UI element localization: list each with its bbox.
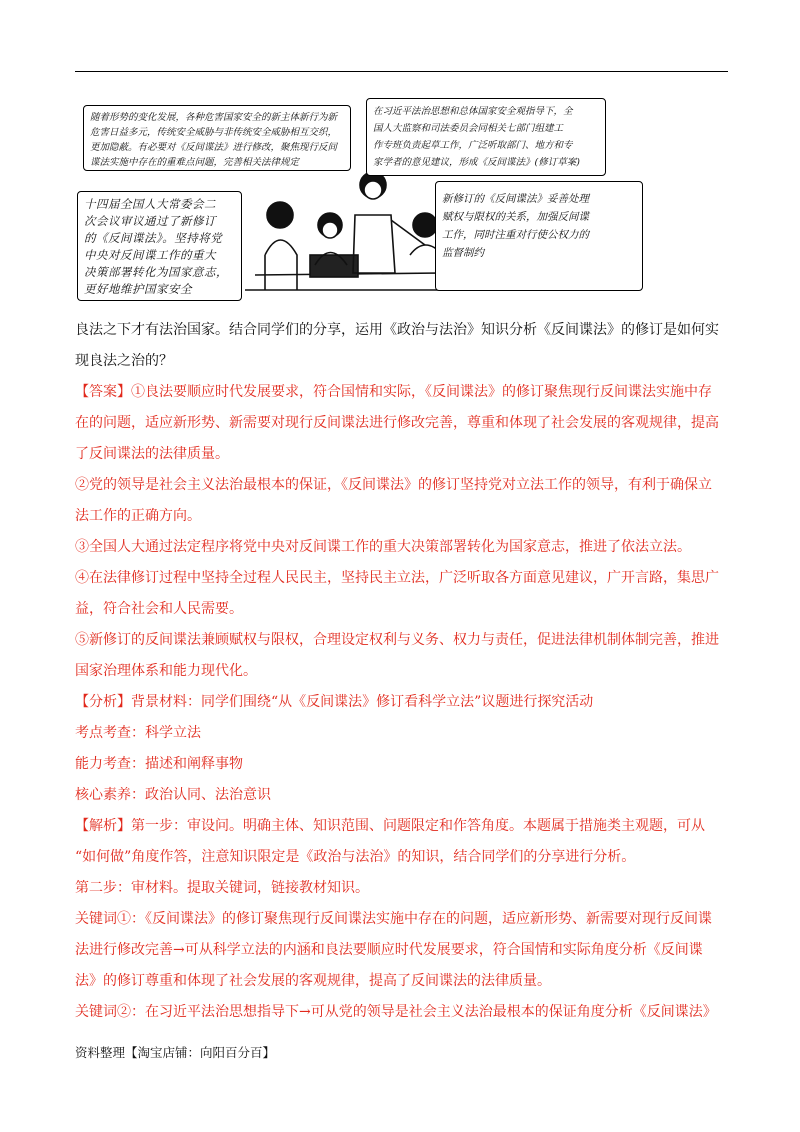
bubble-line: 工作，同时注重对行使公权力的 [442, 229, 589, 241]
bubble-line: 中央对反间谍工作的重大 [84, 248, 216, 262]
bubble-line: 作专班负责起草工作，广泛听取部门、地方和专 [373, 140, 573, 151]
bubble-line: 的《反间谍法》。坚持将党 [84, 231, 223, 245]
answer-line: 第二步：审材料。提取关键词，链接教材知识。 [75, 880, 369, 896]
answer-line: 法》的修订尊重和体现了社会发展的客观规律，提高了反间谍法的法律质量。 [75, 973, 551, 989]
bubble-line: 赋权与限权的关系，加强反间谍 [442, 211, 589, 223]
answer-line: 在的问题，适应新形势、新需要对现行反间谍法进行修改完善，尊重和体现了社会发展的客观规律，提高 [75, 415, 719, 431]
bubble-line: 随着形势的变化发展，各种危害国家安全的新主体新行为新 [90, 112, 338, 123]
speech-bubble-top-right [366, 98, 606, 176]
bubble-line: 谍法实施中存在的重难点问题，完善相关法律规定 [90, 157, 300, 168]
answer-line: 【解析】第一步：审设问。明确主体、知识范围、问题限定和作答角度。本题属于措施类主观题，可从 [75, 818, 705, 834]
bubble-line: 更加隐蔽。有必要对《反间谍法》进行修改，聚焦现行反间 [90, 142, 338, 153]
speech-bubble-top-left [83, 105, 351, 171]
answer-line: 考点考查：科学立法 [75, 725, 201, 741]
students-discussion-illustration [225, 155, 465, 305]
answer-line: ⑤新修订的反间谍法兼顾赋权与限权，合理设定权利与义务、权力与责任，促进法律机制体制完善，推进 [75, 632, 719, 648]
answer-line: 国家治理体系和能力现代化。 [75, 663, 257, 679]
bubble-line: 国人大监察和司法委员会同相关七部门组建工 [373, 123, 564, 134]
answer-line: 法进行修改完善→可从科学立法的内涵和良法要顺应时代发展要求，符合国情和实际角度分析《反间谍 [75, 942, 703, 958]
cartoon-illustration [75, 95, 675, 305]
bubble-line: 次会议审议通过了新修订 [84, 214, 216, 228]
answer-line: ④在法律修订过程中坚持全过程人民民主，坚持民主立法，广泛听取各方面意见建议，广开言路，集思广 [75, 570, 719, 586]
answer-line: 益，符合社会和人民需要。 [75, 601, 243, 617]
bubble-line: 在习近平法治思想和总体国家安全观指导下，全 [373, 106, 573, 117]
bubble-line: 决策部署转化为国家意志， [84, 265, 228, 279]
bubble-line: 家学者的意见建议，形成《反间谍法》(修订草案) [373, 157, 580, 168]
bubble-line: 监督制约 [442, 247, 484, 259]
answer-line: 【分析】背景材料：同学们围绕“从《反间谍法》修订看科学立法”议题进行探究活动 [75, 694, 594, 710]
answer-line: ③全国人大通过法定程序将党中央对反间谍工作的重大决策部署转化为国家意志，推进了依法立法。 [75, 539, 691, 555]
question-line: 良法之下才有法治国家。结合同学们的分享，运用《政治与法治》知识分析《反间谍法》的修订是如何实 [75, 322, 719, 338]
speech-bubble-bottom-left [77, 191, 242, 301]
bubble-line: 危害日益多元，传统安全威胁与非传统安全威胁相互交织， [90, 127, 338, 138]
question-text [75, 315, 731, 377]
answer-line: 关键词①：《反间谍法》的修订聚焦现行反间谍法实施中存在的问题，适应新形势、新需要对现行反间谍 [75, 911, 712, 927]
answer-line: ②党的领导是社会主义法治最根本的保证，《反间谍法》的修订坚持党对立法工作的领导，有利于确保立 [75, 477, 712, 493]
speech-bubble-bottom-right [435, 181, 643, 291]
answer-line: 法工作的正确方向。 [75, 508, 201, 524]
header-rule [75, 71, 728, 72]
bubble-line: 更好地维护国家安全 [84, 282, 192, 296]
answer-line: 了反间谍法的法律质量。 [75, 446, 229, 462]
answer-line: 能力考查：描述和阐释事物 [75, 756, 243, 772]
answer-line: 【答案】①良法要顺应时代发展要求，符合国情和实际，《反间谍法》的修订聚焦现行反间谍法实施中存 [75, 384, 712, 400]
answer-line: 核心素养：政治认同、法治意识 [75, 787, 271, 803]
answer-section [75, 377, 731, 1028]
question-line: 现良法之治的？ [75, 353, 173, 369]
answer-line: “如何做”角度作答，注意知识限定是《政治与法治》的知识，结合同学们的分享进行分析。 [75, 849, 636, 865]
bubble-line: 新修订的《反间谍法》妥善处理 [442, 193, 589, 205]
bubble-line: 十四届全国人大常委会二 [84, 197, 216, 211]
answer-line: 关键词②：在习近平法治思想指导下→可从党的领导是社会主义法治最根本的保证角度分析《反间谍法》 [75, 1004, 717, 1020]
footer-source: 资料整理【淘宝店铺：向阳百分百】 [75, 1045, 276, 1060]
